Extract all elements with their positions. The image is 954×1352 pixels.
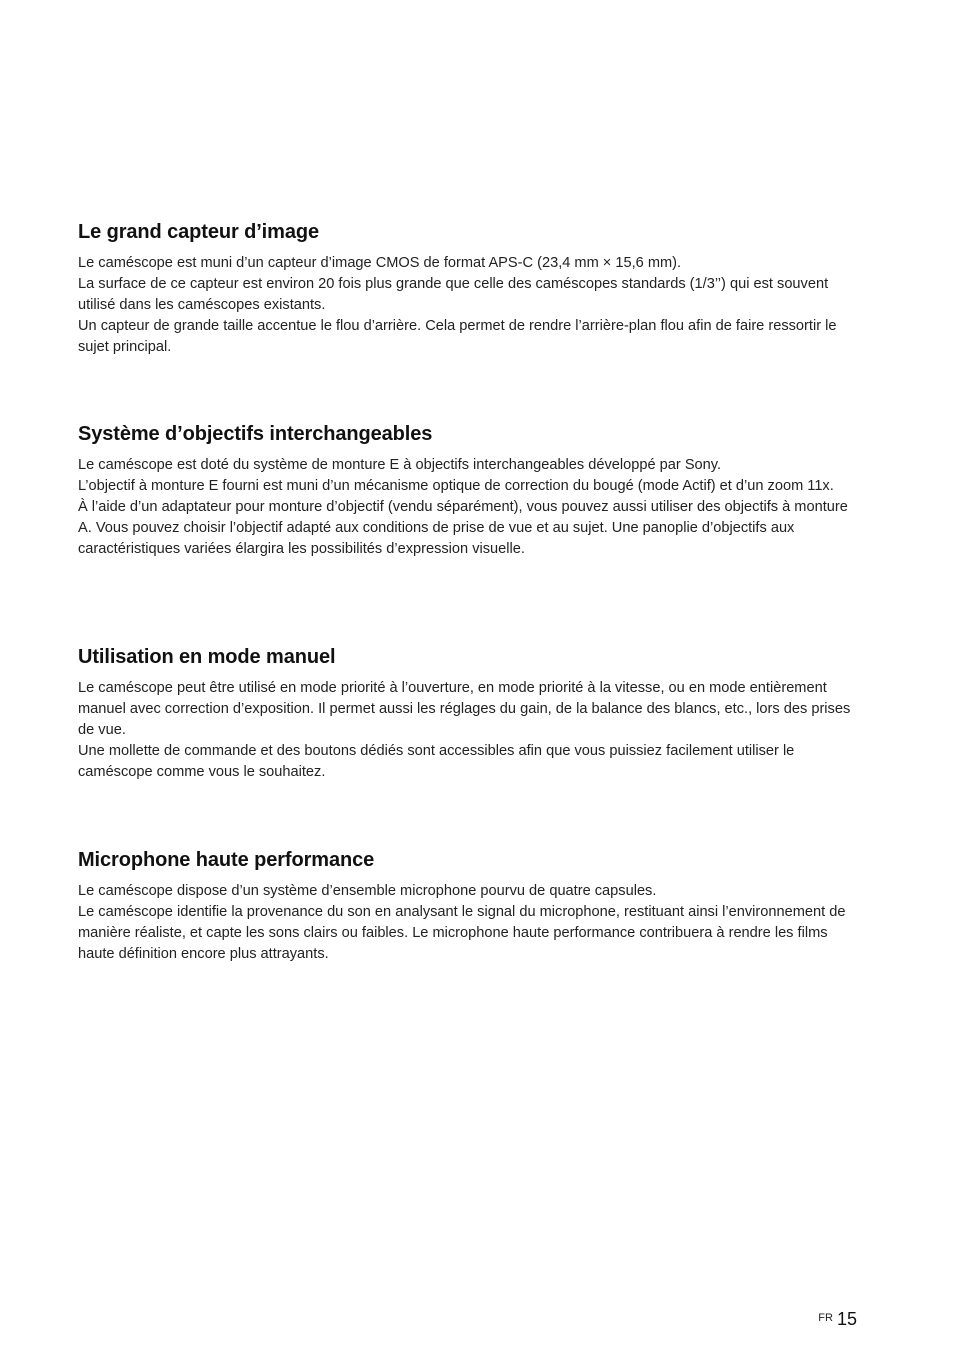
section-paragraph: Un capteur de grande taille accentue le flou d’arrière. Cela permet de rendre l’arrière-plan flou afin de faire ressortir le sujet principal.	[78, 318, 837, 355]
page-number: 15	[836, 1309, 857, 1329]
section-mode-manuel	[78, 645, 860, 783]
section-heading: Microphone haute performance	[78, 849, 375, 871]
section-heading: Système d’objectifs interchangeables	[78, 423, 433, 445]
section-heading: Le grand capteur d’image	[78, 221, 319, 243]
section-paragraph: Le caméscope peut être utilisé en mode priorité à l’ouverture, en mode priorité à la vitesse, ou en mode entièrement manuel avec correction d’exposition. Il permet aussi les réglages du gain, de la balance des blancs, etc., lors des prises de vue.	[78, 680, 851, 738]
section-paragraph: Le caméscope est muni d’un capteur d’image CMOS de format APS-C (23,4 mm × 15,6 mm).	[78, 255, 682, 271]
section-paragraph: Une mollette de commande et des boutons dédiés sont accessibles afin que vous puissiez facilement utiliser le caméscope comme vous le souhaitez.	[78, 743, 795, 780]
section-paragraph: Le caméscope identifie la provenance du son en analysant le signal du microphone, restituant ainsi l’environnement de manière réaliste, et capte les sons clairs ou faibles. Le microphone haute performance contribuera à rendre les films haute définition encore plus attrayants.	[78, 904, 846, 962]
section-microphone	[78, 848, 860, 965]
page-footer	[818, 1308, 857, 1330]
section-heading: Utilisation en mode manuel	[78, 646, 336, 668]
section-paragraph: L’objectif à monture E fourni est muni d’un mécanisme optique de correction du bougé (mode Actif) et d’un zoom 11x.	[78, 478, 834, 494]
section-paragraph: Le caméscope est doté du système de monture E à objectifs interchangeables développé par Sony.	[78, 457, 722, 473]
language-code: FR	[818, 1312, 833, 1324]
section-objectifs	[78, 422, 860, 560]
section-paragraph: À l’aide d’un adaptateur pour monture d’objectif (vendu séparément), vous pouvez aussi utiliser des objectifs à monture A. Vous pouvez choisir l’objectif adapté aux conditions de prise de vue et au sujet. Une panoplie d’objectifs aux caractéristiques variées élargira les possibilités d’expression visuelle.	[78, 499, 848, 557]
section-paragraph: Le caméscope dispose d’un système d’ensemble microphone pourvu de quatre capsules.	[78, 883, 657, 899]
section-grand-capteur	[78, 220, 860, 358]
section-paragraph: La surface de ce capteur est environ 20 fois plus grande que celle des caméscopes standards (1/3’’) qui est souvent utilisé dans les caméscopes existants.	[78, 276, 829, 313]
